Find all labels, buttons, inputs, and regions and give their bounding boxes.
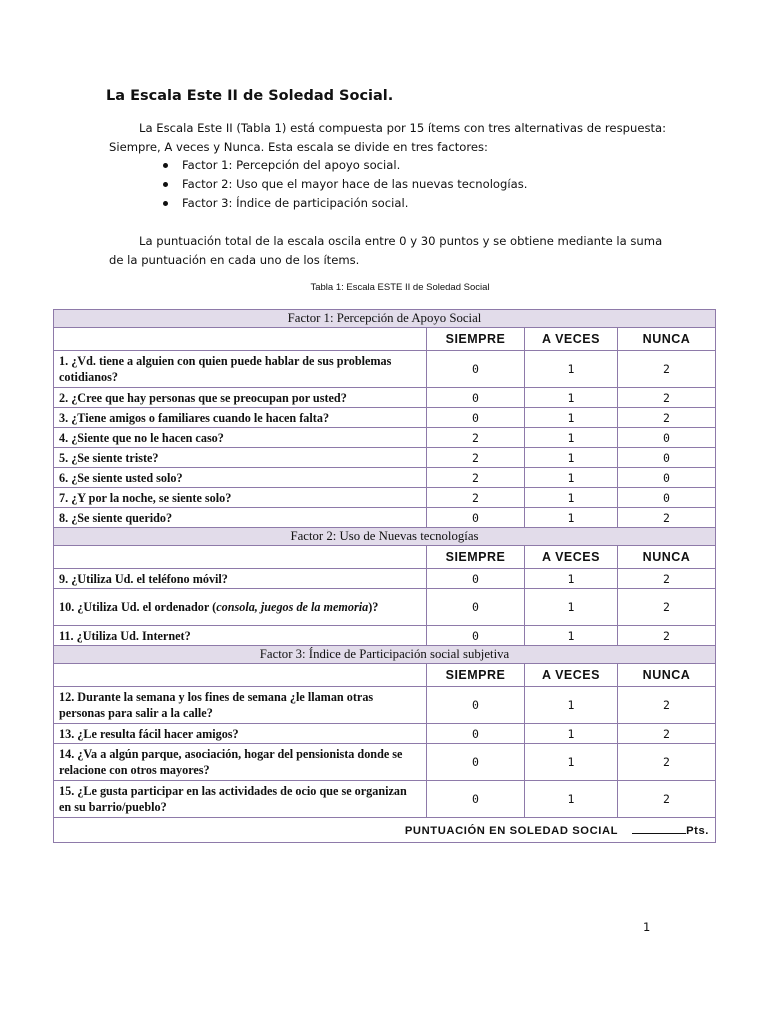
table-row: [54, 351, 716, 388]
item-question: 9. ¿Utiliza Ud. el teléfono móvil?: [54, 569, 427, 589]
score-a-veces: 1: [525, 724, 618, 744]
score-nunca: 2: [618, 589, 716, 626]
table-row: [54, 569, 716, 589]
item-question: 4. ¿Siente que no le hacen caso?: [54, 428, 427, 448]
factor-list-item: Factor 3: Índice de participación social.: [161, 194, 527, 213]
score-a-veces: 1: [525, 687, 618, 724]
total-unit: Pts.: [686, 825, 709, 837]
score-a-veces: 1: [525, 781, 618, 818]
table-row: [54, 508, 716, 528]
score-a-veces: 1: [525, 351, 618, 388]
scoring-line-2: de la puntuación en cada uno de los ítems.: [109, 253, 360, 267]
score-siempre: 2: [427, 428, 525, 448]
item-question: [54, 589, 427, 626]
score-a-veces: 1: [525, 508, 618, 528]
col-a-veces: A VECES: [525, 546, 618, 569]
item-question: 11. ¿Utiliza Ud. Internet?: [54, 626, 427, 646]
score-siempre: 0: [427, 569, 525, 589]
intro-paragraph: [109, 119, 669, 157]
item-question: 6. ¿Se siente usted solo?: [54, 468, 427, 488]
header-blank-cell: [54, 546, 427, 569]
score-nunca: 2: [618, 408, 716, 428]
table-caption: Tabla 1: Escala ESTE II de Soledad Social: [310, 282, 490, 293]
col-siempre: SIEMPRE: [427, 328, 525, 351]
col-nunca: NUNCA: [618, 664, 716, 687]
item-question: 7. ¿Y por la noche, se siente solo?: [54, 488, 427, 508]
table-row: [54, 448, 716, 468]
table-row: [54, 388, 716, 408]
table-row: [54, 589, 716, 626]
score-siempre: 0: [427, 388, 525, 408]
factor-1-heading: Factor 1: Percepción de Apoyo Social: [54, 310, 716, 328]
factors-list: [161, 156, 527, 213]
score-a-veces: 1: [525, 744, 618, 781]
item-question: 13. ¿Le resulta fácil hacer amigos?: [54, 724, 427, 744]
table-row: [54, 428, 716, 448]
table-row: [54, 488, 716, 508]
item-question: 1. ¿Vd. tiene a alguien con quien puede hablar de sus problemas cotidianos?: [54, 351, 427, 388]
item-question-part: )?: [368, 600, 379, 614]
score-a-veces: 1: [525, 488, 618, 508]
item-question: 15. ¿Le gusta participar en las actividades de ocio que se organizan en su barrio/pueblo?: [54, 781, 427, 818]
scoring-line-1: La puntuación total de la escala oscila entre 0 y 30 puntos y se obtiene mediante la suma: [139, 234, 663, 248]
score-siempre: 0: [427, 744, 525, 781]
item-question: 14. ¿Va a algún parque, asociación, hogar del pensionista donde se relacione con otros mayores?: [54, 744, 427, 781]
score-a-veces: 1: [525, 589, 618, 626]
item-question-emphasis: consola, juegos de la memoria: [216, 600, 369, 614]
score-siempre: 0: [427, 687, 525, 724]
score-a-veces: 1: [525, 569, 618, 589]
score-nunca: 0: [618, 468, 716, 488]
scoring-paragraph: [109, 232, 669, 270]
score-siempre: 0: [427, 626, 525, 646]
score-nunca: 2: [618, 351, 716, 388]
page-number: 1: [643, 920, 651, 934]
score-siempre: 0: [427, 724, 525, 744]
table-row: [54, 687, 716, 724]
item-question: 2. ¿Cree que hay personas que se preocupan por usted?: [54, 388, 427, 408]
table-row: [54, 468, 716, 488]
table-row: [54, 744, 716, 781]
col-a-veces: A VECES: [525, 328, 618, 351]
document-title: La Escala Este II de Soledad Social.: [106, 88, 394, 104]
score-blank-line[interactable]: [632, 823, 686, 834]
table-row: [54, 781, 716, 818]
item-question: 8. ¿Se siente querido?: [54, 508, 427, 528]
score-siempre: 0: [427, 508, 525, 528]
item-question-part: 10. ¿Utiliza Ud. el ordenador (: [59, 600, 217, 614]
score-nunca: 2: [618, 508, 716, 528]
table-row: [54, 724, 716, 744]
item-question: 5. ¿Se siente triste?: [54, 448, 427, 468]
col-siempre: SIEMPRE: [427, 546, 525, 569]
factor-list-item: Factor 1: Percepción del apoyo social.: [161, 156, 527, 175]
score-siempre: 0: [427, 351, 525, 388]
score-a-veces: 1: [525, 468, 618, 488]
score-a-veces: 1: [525, 626, 618, 646]
factor-list-item: Factor 2: Uso que el mayor hace de las nuevas tecnologías.: [161, 175, 527, 194]
score-siempre: 0: [427, 589, 525, 626]
table-row: [54, 626, 716, 646]
score-nunca: 0: [618, 488, 716, 508]
score-siempre: 0: [427, 408, 525, 428]
este-scale-table: [53, 309, 716, 843]
total-score-cell: [54, 818, 716, 843]
item-question: 3. ¿Tiene amigos o familiares cuando le hacen falta?: [54, 408, 427, 428]
factor-2-heading: Factor 2: Uso de Nuevas tecnologías: [54, 528, 716, 546]
score-nunca: 2: [618, 569, 716, 589]
score-a-veces: 1: [525, 448, 618, 468]
col-nunca: NUNCA: [618, 546, 716, 569]
total-label: PUNTUACIÓN EN SOLEDAD SOCIAL: [404, 825, 619, 837]
factor-3-heading: Factor 3: Índice de Participación social subjetiva: [54, 646, 716, 664]
header-blank-cell: [54, 664, 427, 687]
item-question: 12. Durante la semana y los fines de semana ¿le llaman otras personas para salir a la calle?: [54, 687, 427, 724]
score-a-veces: 1: [525, 388, 618, 408]
header-blank-cell: [54, 328, 427, 351]
score-nunca: 2: [618, 687, 716, 724]
score-a-veces: 1: [525, 408, 618, 428]
col-siempre: SIEMPRE: [427, 664, 525, 687]
score-siempre: 2: [427, 468, 525, 488]
score-nunca: 2: [618, 724, 716, 744]
score-nunca: 0: [618, 428, 716, 448]
table-row: [54, 408, 716, 428]
score-nunca: 0: [618, 448, 716, 468]
total-row: [54, 818, 716, 843]
col-a-veces: A VECES: [525, 664, 618, 687]
score-siempre: 0: [427, 781, 525, 818]
col-nunca: NUNCA: [618, 328, 716, 351]
score-nunca: 2: [618, 388, 716, 408]
score-siempre: 2: [427, 488, 525, 508]
score-nunca: 2: [618, 626, 716, 646]
score-nunca: 2: [618, 781, 716, 818]
score-nunca: 2: [618, 744, 716, 781]
intro-line-2: Siempre, A veces y Nunca. Esta escala se divide en tres factores:: [109, 140, 488, 154]
score-a-veces: 1: [525, 428, 618, 448]
score-siempre: 2: [427, 448, 525, 468]
intro-line-1: La Escala Este II (Tabla 1) está compuesta por 15 ítems con tres alternativas de respuesta:: [139, 121, 667, 135]
